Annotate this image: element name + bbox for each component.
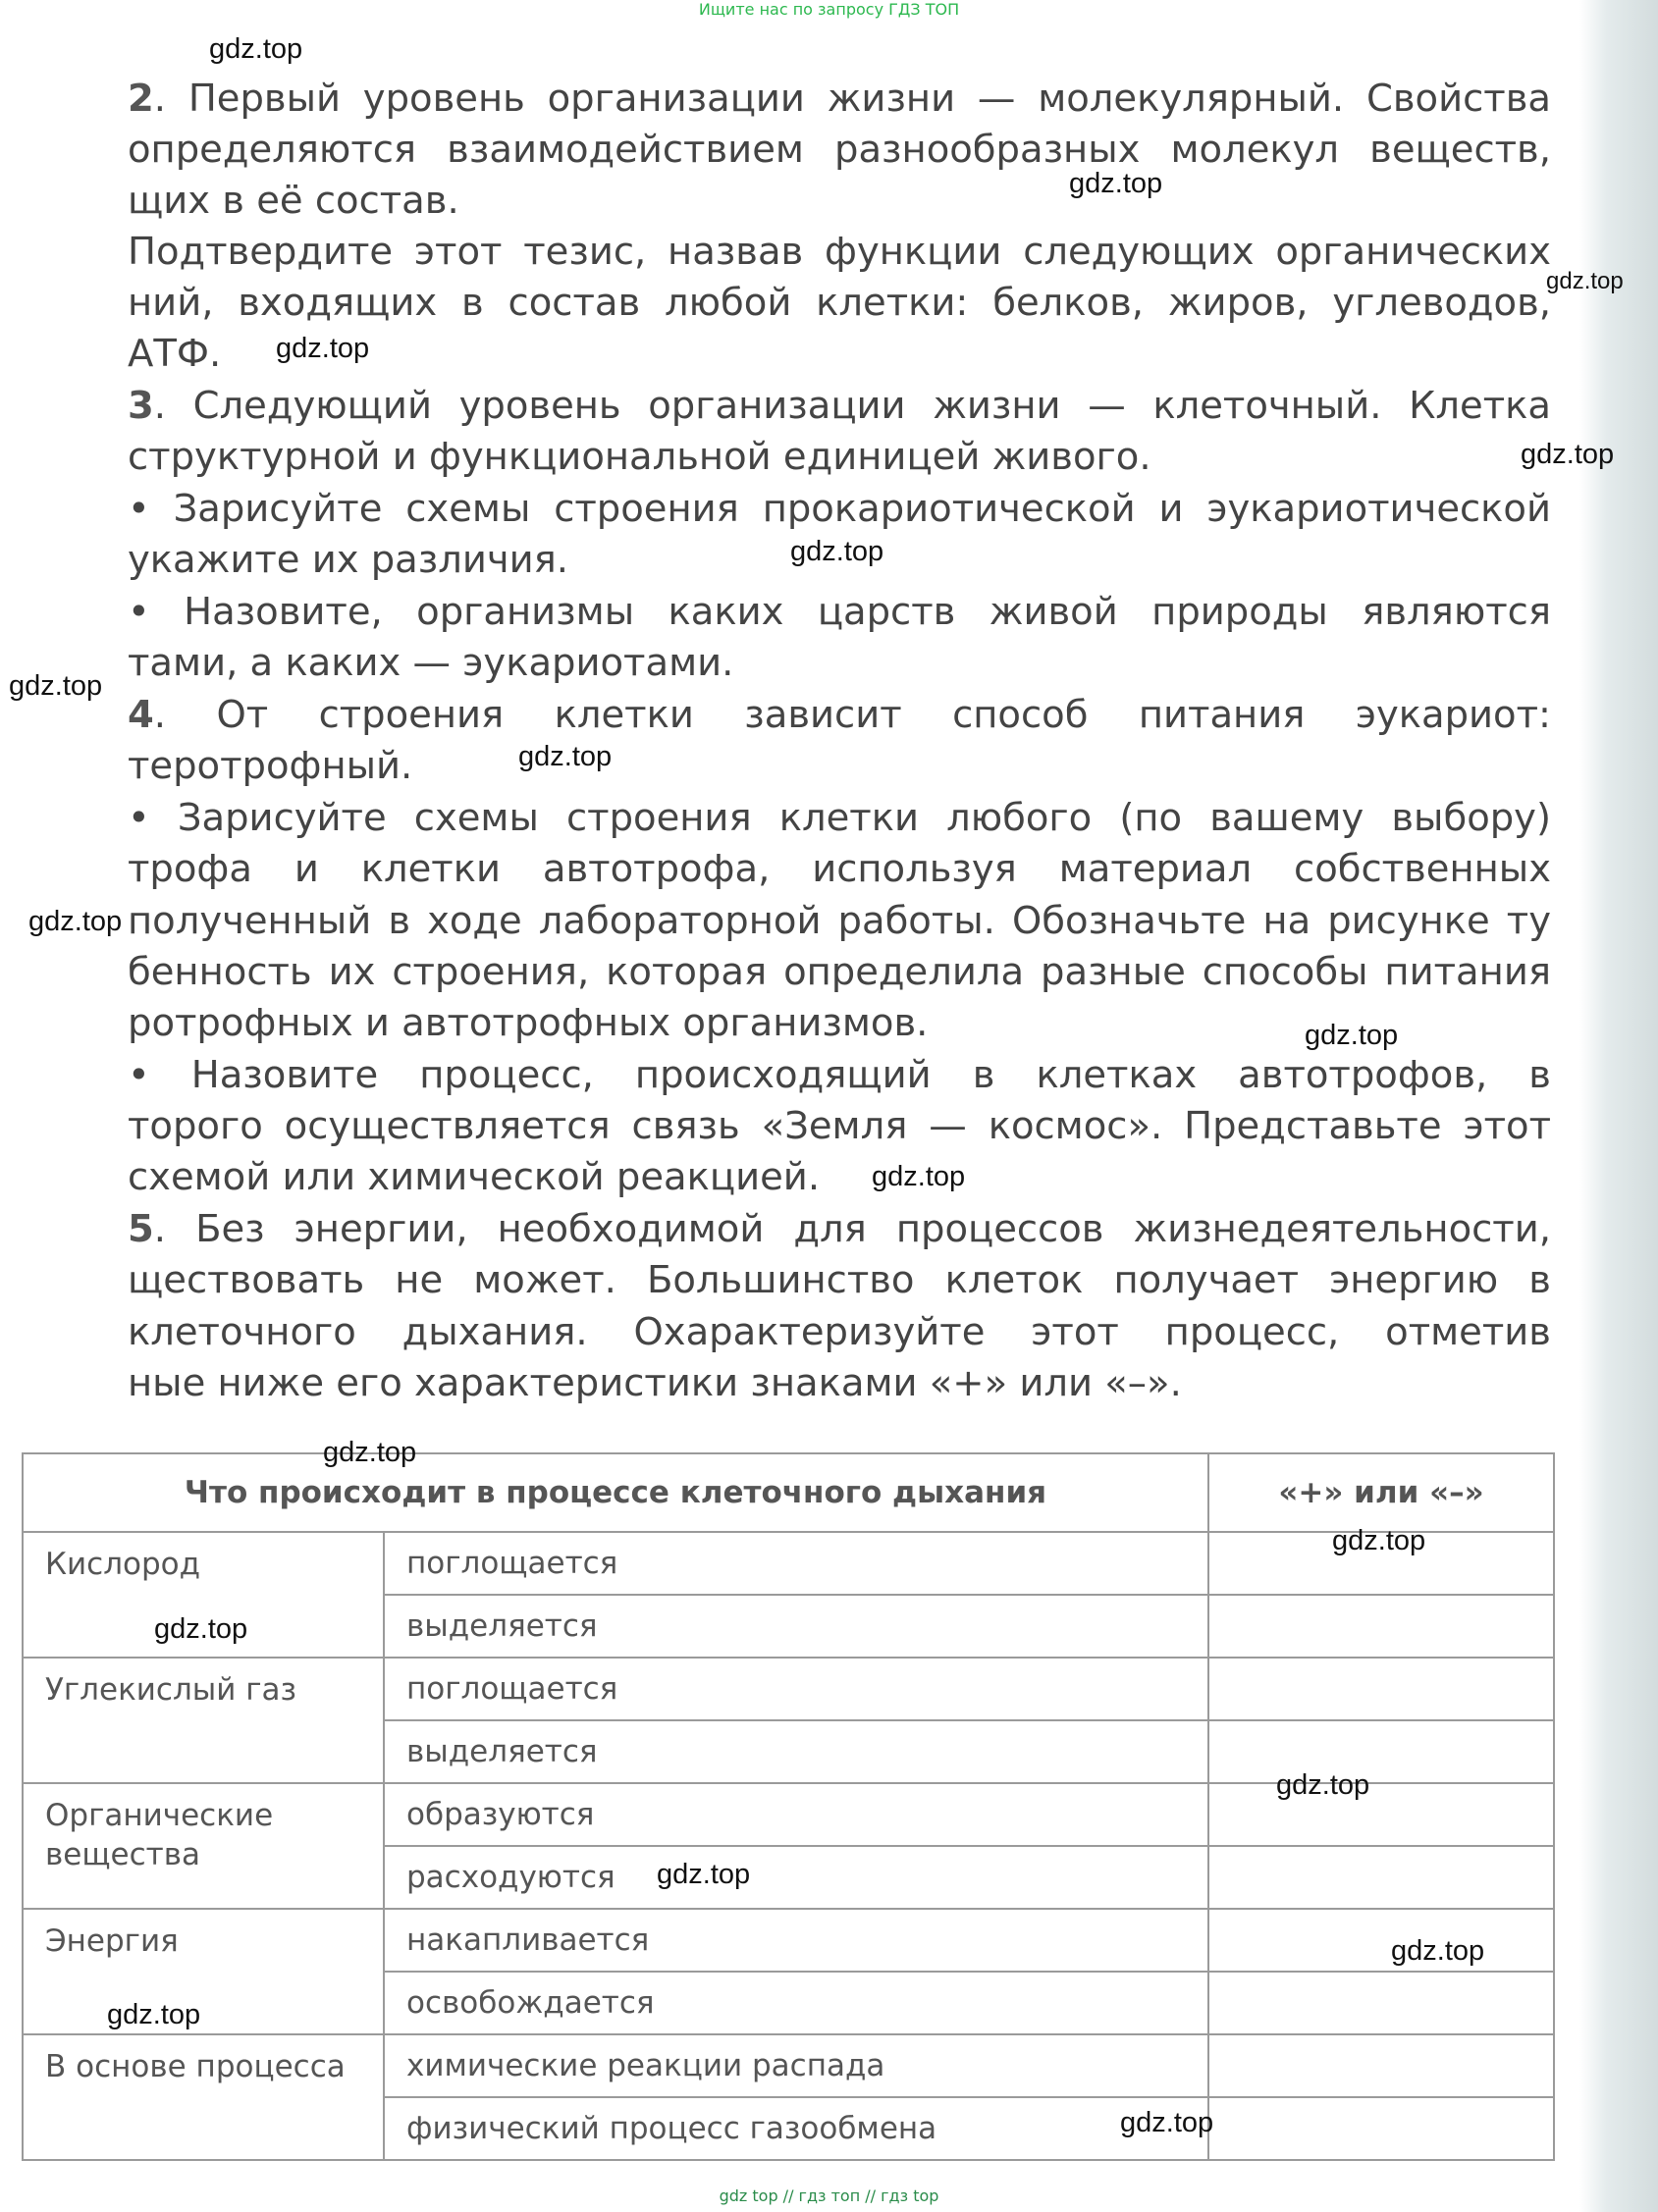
task4-line-3: • Зарисуйте схемы строения клетки любого (по вашему выбору) <box>128 796 1551 840</box>
respiration-table <box>22 1452 1555 2161</box>
table-item: химические реакции распада <box>384 2034 1208 2097</box>
table-item: накапливается <box>384 1909 1208 1972</box>
table-category: Кислород <box>23 1532 384 1658</box>
task4-line-6: бенность их строения, которая определила разные способы питания <box>128 950 1551 994</box>
task5-number: 5 <box>128 1207 154 1251</box>
table-row <box>23 2034 1554 2097</box>
table-header-main: Что происходит в процессе клеточного дыхания <box>23 1453 1208 1532</box>
table-category: Энергия <box>23 1909 384 2034</box>
mark-cell[interactable] <box>1208 1909 1554 1972</box>
task4-line-2: теротрофный. <box>128 744 413 788</box>
watermark: gdz.top <box>1276 1769 1370 1801</box>
table-item: расходуются <box>384 1846 1208 1909</box>
watermark: gdz.top <box>9 670 103 702</box>
watermark: gdz.top <box>209 33 303 65</box>
task2-line-4: Подтвердите этот тезис, назвав функции следующих органических <box>128 230 1551 274</box>
table-item: физический процесс газообмена <box>384 2097 1208 2160</box>
watermark: gdz.top <box>1546 268 1624 294</box>
task3-line-2: структурной и функциональной единицей живого. <box>128 435 1151 479</box>
search-hint-link[interactable]: Ищите нас по запросу ГДЗ ТОП <box>698 0 960 19</box>
watermark: gdz.top <box>1391 1935 1485 1967</box>
task4-number: 4 <box>128 693 154 737</box>
table-item: выделяется <box>384 1720 1208 1783</box>
table-item: образуются <box>384 1783 1208 1846</box>
watermark: gdz.top <box>28 906 123 937</box>
table-category: Углекислый газ <box>23 1658 384 1783</box>
watermark: gdz.top <box>107 1999 201 2030</box>
task5-line-3: клеточного дыхания. Охарактеризуйте этот процесс, отметив <box>128 1310 1551 1354</box>
mark-cell[interactable] <box>1208 1595 1554 1658</box>
watermark: gdz.top <box>323 1437 417 1468</box>
mark-cell[interactable] <box>1208 1783 1554 1846</box>
task4-line-1: 4. От строения клетки зависит способ питания эукариот: <box>128 693 1551 737</box>
footer-links[interactable]: gdz top // гдз топ // гдз top <box>719 2186 939 2205</box>
watermark: gdz.top <box>657 1859 751 1890</box>
table-item: выделяется <box>384 1595 1208 1658</box>
table-category: Органические вещества <box>23 1783 384 1909</box>
watermark: gdz.top <box>1521 439 1615 470</box>
mark-cell[interactable] <box>1208 1972 1554 2034</box>
task4-line-4: трофа и клетки автотрофа, используя материал собственных <box>128 847 1551 891</box>
task2-line-2: определяются взаимодействием разнообразных молекул веществ, <box>128 128 1551 172</box>
task2-number: 2 <box>128 77 154 121</box>
table-category: В основе процесса <box>23 2034 384 2160</box>
table-header-row <box>23 1453 1554 1532</box>
watermark: gdz.top <box>790 536 884 567</box>
task2-line-1: 2. Первый уровень организации жизни — молекулярный. Свойства <box>128 77 1551 121</box>
watermark: gdz.top <box>872 1161 966 1192</box>
task4-line-8: • Назовите процесс, происходящий в клетках автотрофов, в <box>128 1053 1551 1097</box>
watermark: gdz.top <box>1332 1525 1426 1556</box>
task2-line-3: щих в её состав. <box>128 179 459 223</box>
watermark: gdz.top <box>1305 1020 1399 1051</box>
task4-line-5: полученный в ходе лабораторной работы. Обозначьте на рисунке ту <box>128 899 1551 943</box>
task5-line-4: ные ниже его характеристики знаками «+» или «–». <box>128 1361 1182 1405</box>
page-edge-shadow <box>1579 0 1658 2212</box>
table-header-mark: «+» или «–» <box>1208 1453 1554 1532</box>
table-item: освобождается <box>384 1972 1208 2034</box>
table-item: поглощается <box>384 1532 1208 1595</box>
task4-line-7: ротрофных и автотрофных организмов. <box>128 1001 929 1045</box>
mark-cell[interactable] <box>1208 2034 1554 2097</box>
task4-line-10: схемой или химической реакцией. <box>128 1155 821 1199</box>
task3-line-5: • Назовите, организмы каких царств живой природы являются <box>128 590 1551 634</box>
task3-line-3: • Зарисуйте схемы строения прокариотической и эукариотической <box>128 487 1551 531</box>
mark-cell[interactable] <box>1208 2097 1554 2160</box>
watermark: gdz.top <box>154 1613 248 1645</box>
table-item: поглощается <box>384 1658 1208 1720</box>
task2-line-6: АТФ. <box>128 332 222 376</box>
table-row <box>23 1658 1554 1720</box>
table-row <box>23 1909 1554 1972</box>
watermark: gdz.top <box>1120 2107 1214 2138</box>
mark-cell[interactable] <box>1208 1720 1554 1783</box>
task3-number: 3 <box>128 384 154 428</box>
table-row <box>23 1532 1554 1595</box>
task2-line-5: ний, входящих в состав любой клетки: белков, жиров, углеводов, <box>128 281 1551 325</box>
watermark: gdz.top <box>518 741 613 772</box>
watermark: gdz.top <box>1069 168 1163 199</box>
task3-line-6: тами, а каких — эукариотами. <box>128 641 734 685</box>
task5-line-1: 5. Без энергии, необходимой для процессов жизнедеятельности, <box>128 1207 1551 1251</box>
task5-line-2: ществовать не может. Большинство клеток получает энергию в <box>128 1258 1551 1302</box>
task3-line-4: укажите их различия. <box>128 538 569 582</box>
watermark: gdz.top <box>276 333 370 364</box>
mark-cell[interactable] <box>1208 1846 1554 1909</box>
task3-line-1: 3. Следующий уровень организации жизни — клеточный. Клетка <box>128 384 1551 428</box>
mark-cell[interactable] <box>1208 1658 1554 1720</box>
task4-line-9: торого осуществляется связь «Земля — космос». Представьте этот <box>128 1104 1551 1148</box>
